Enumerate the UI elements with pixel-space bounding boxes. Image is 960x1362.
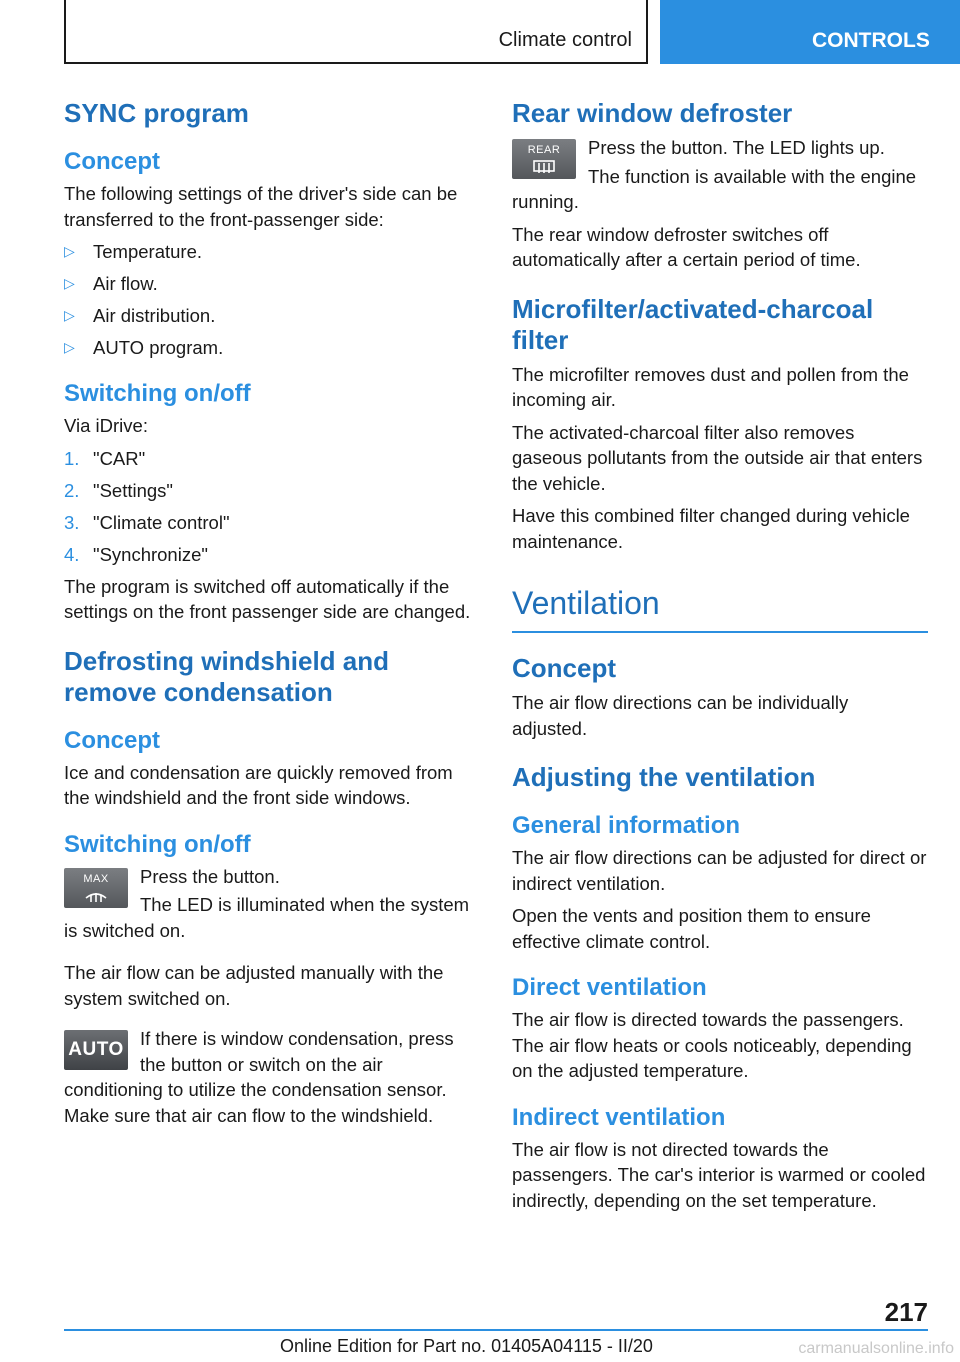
- max-defrost-button-icon: MAX: [64, 868, 128, 908]
- sync-switch-note: The program is switched off automatically if the settings on the front passenger side are changed.: [64, 575, 471, 622]
- max-button-row: [64, 864, 478, 944]
- ventilation-divider: [512, 631, 928, 633]
- edition-text: Online Edition for Part no. 01405A04115 - II/20: [280, 1336, 653, 1356]
- triangle-bullet-icon: ▷: [64, 339, 75, 355]
- indirect-vent-heading: Indirect ventilation: [512, 1103, 726, 1131]
- general-text-1: The air flow directions can be adjusted for direct or indirect ventilation.: [512, 847, 927, 894]
- ventilation-heading: Ventilation: [512, 585, 660, 621]
- indirect-vent-text: The air flow is not directed towards the passengers. The car's interior is warmed or cooled indirectly, depending on the set temperature.: [512, 1138, 926, 1211]
- rear-window-defrost-icon: [531, 157, 557, 175]
- auto-button-row: [64, 1026, 478, 1128]
- defrost-concept-text: Ice and condensation are quickly removed from the windshield and the front side windows.: [64, 761, 453, 808]
- general-text-2: Open the vents and position them to ensure effective climate control.: [512, 905, 871, 952]
- rear-text-1: Press the button. The LED lights up.: [588, 137, 885, 158]
- triangle-bullet-icon: ▷: [64, 307, 75, 323]
- left-column: [64, 98, 478, 1135]
- rear-text-3: The rear window defroster switches off automatically after a certain period of time.: [512, 223, 861, 270]
- right-column: [512, 98, 928, 1220]
- general-info-heading: General information: [512, 812, 741, 839]
- header-section-title: Climate control: [498, 29, 632, 51]
- sync-concept-text: The following settings of the driver's side can be transferred to the front-passenger side:: [64, 183, 458, 230]
- header-chapter-title: CONTROLS: [812, 29, 930, 52]
- header-chapter-tab: [660, 0, 960, 64]
- filter-text-2: The activated-charcoal filter also removes gaseous pollutants from the outside air that enters the vehicle.: [512, 421, 923, 494]
- windshield-defrost-icon: [83, 886, 109, 904]
- header-section-box: [64, 0, 648, 64]
- triangle-bullet-icon: ▷: [64, 275, 75, 291]
- defrost-switching-heading: Switching on/off: [64, 830, 251, 858]
- page-number: 217: [884, 1297, 928, 1327]
- sync-switching-intro: Via iDrive:: [64, 415, 148, 436]
- sync-settings-list: [64, 239, 478, 361]
- defrost-concept-heading: Concept: [64, 726, 160, 754]
- triangle-bullet-icon: ▷: [64, 243, 75, 259]
- sync-switching-heading: Switching on/off: [64, 380, 251, 407]
- airflow-text: The air flow can be adjusted manually with the system switched on.: [64, 962, 444, 1009]
- vent-concept-text: The air flow directions can be individually adjusted.: [512, 692, 849, 739]
- rear-text-2: The function is available with the engine running.: [512, 165, 917, 212]
- rear-button-row: [512, 135, 928, 215]
- max-text-2: The LED is illuminated when the system is switched on.: [64, 894, 470, 941]
- list-item: ▷ Temperature.: [64, 239, 478, 265]
- rear-defroster-heading: Rear window defroster: [512, 98, 793, 128]
- footer-divider: [64, 1329, 928, 1331]
- idrive-steps-list: [64, 446, 478, 568]
- list-item: ▷ Air flow.: [64, 271, 478, 297]
- watermark: carmanualsonline.info: [798, 1340, 954, 1357]
- auto-text: If there is window condensation, press the button or switch on the air conditioning to utilize the condensation sensor. Make sure that air can flow to the windshield.: [64, 1028, 454, 1126]
- filter-text-3: Have this combined filter changed during vehicle maintenance.: [512, 505, 910, 552]
- list-item: ▷ AUTO program.: [64, 335, 478, 361]
- defrost-heading: Defrosting windshield and remove condensation: [64, 645, 390, 707]
- sync-concept-heading: Concept: [64, 148, 160, 175]
- filter-text-1: The microfilter removes dust and pollen from the incoming air.: [512, 363, 909, 410]
- direct-vent-text: The air flow is directed towards the passengers. The air flow heats or cools noticeably, depending on the adjusted temperature.: [512, 1009, 912, 1081]
- list-item: 2. "Settings": [64, 479, 173, 501]
- list-item: 4. "Synchronize": [64, 543, 208, 565]
- filter-heading: Microfilter/activated-charcoal filter: [512, 293, 874, 355]
- list-item: 1. "CAR": [64, 447, 146, 469]
- list-item: ▷ Air distribution.: [64, 303, 478, 329]
- list-item: 3. "Climate control": [64, 511, 230, 533]
- adjusting-heading: Adjusting the ventilation: [512, 762, 816, 792]
- direct-vent-heading: Direct ventilation: [512, 974, 707, 1001]
- auto-button-icon: AUTO: [64, 1030, 128, 1070]
- max-text-1: Press the button.: [140, 865, 280, 887]
- rear-defrost-button-icon: REAR: [512, 139, 576, 179]
- vent-concept-heading: Concept: [512, 653, 616, 683]
- sync-program-heading: SYNC program: [64, 98, 249, 128]
